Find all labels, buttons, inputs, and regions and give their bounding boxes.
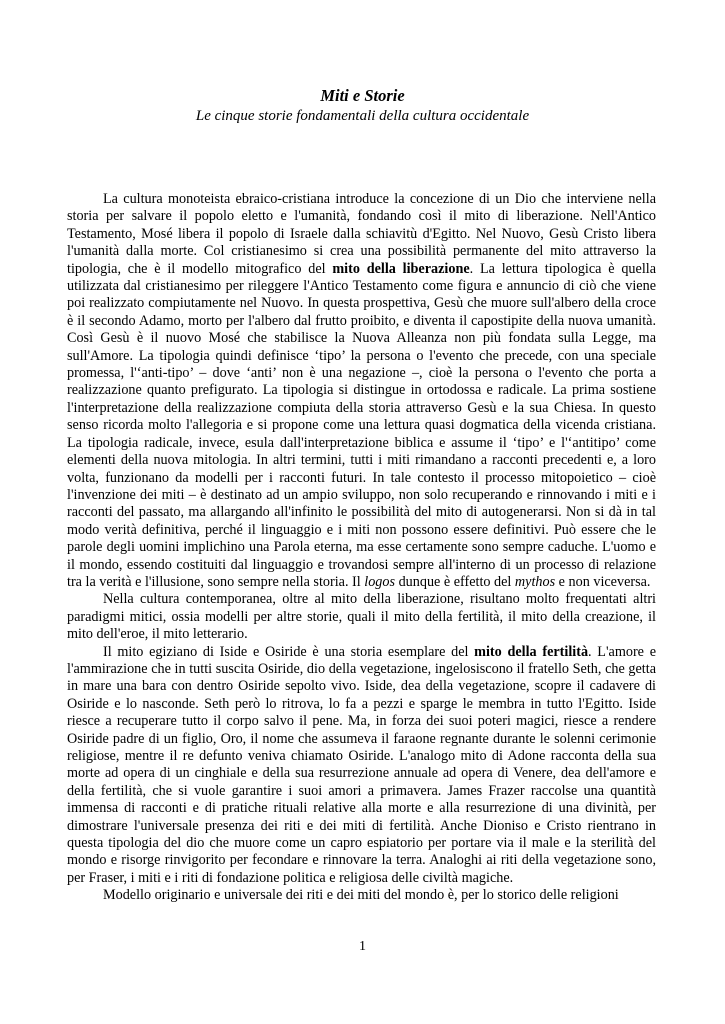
text-run: La cultura monoteista ebraico-cristiana introduce la concezione di un Dio che interviene nella storia per salvare il popolo eletto e l'umanità, fondando così il mito di liberazione. Nell'Antico Testamento, Mosé libera il popolo di Israele dalla schiavitù d'Egitto. Nel Nuovo, Gesù Cristo libera l'umanità dalla morte. Col cristianesimo si crea una possibilità permanente del mito attraverso la tipologia, che è il modello mitografico del [67, 191, 656, 277]
text-run-italic: logos [364, 573, 396, 590]
text-run-bold: mito della fertilità [474, 643, 589, 660]
paragraph [67, 191, 656, 591]
paragraph [67, 887, 656, 904]
text-run: Modello originario e universale dei riti e dei miti del mondo è, per lo storico delle religioni [103, 887, 619, 904]
text-run: Il mito egiziano di Iside e Osiride è una storia esemplare del [103, 643, 475, 660]
paragraph [67, 591, 656, 643]
document-title: Miti e Storie [320, 86, 405, 105]
page-number: 1 [359, 939, 366, 954]
text-run: . L'amore e l'ammirazione che in tutti suscita Osiride, dio della vegetazione, ingelosiscono il fratello Seth, che getta in mare una bara con dentro Osiride sepolto vivo. Iside, dea della vegetazione, scopre il cadavere di Osiride e lo nasconde. Seth però lo ritrova, lo fa a pezzi e sparge le membra in tutto l'Egitto. Iside riesce a recuperare tutto il corpo salvo il pene. Ma, in forza dei suoi poteri magici, riesce a rendere Osiride padre di un figlio, Oro, il nome che assumeva il faraone regnante durante le solenni cerimonie religiose, mentre il re defunto veniva chiamato Osiride. L'analogo mito di Adone racconta della sua morte ad opera di un cinghiale e della sua resurrezione annuale ad opera di Venere, dea dell'amore e della fertilità, che si vuole garantire i suoi amori a primavera. James Frazer raccolse una quantità immensa di racconti e di pratiche rituali relative alla morte e alla resurrezione di una divinità, per dimostrare l'universale presenza dei riti e dei miti di fertilità. Anche Dioniso e Cristo rientrano in questa tipologia del dio che muore come un capro espiatorio per portare via il male e la sterilità del mondo e risorge rinvigorito per fecondare e rinnovare la terra. Analoghi ai riti della vegetazione sono, per Fraser, i miti e i riti di fondazione politica e religiosa delle civiltà magiche. [67, 643, 656, 886]
paragraph [67, 644, 656, 888]
text-run: . La lettura tipologica è quella utilizzata dal cristianesimo per rileggere l'Antico Testamento come figura e annuncio di ciò che viene poi realizzato compiutamente nel Nuovo. In questa prospettiva, Gesù che muore sull'albero della croce è il secondo Adamo, morto per l'albero dal frutto proibito, e diventa il capostipite della nuova umanità. Così Gesù è il nuovo Mosé che stabilisce la Nuova Alleanza non più fondata sulla Legge, ma sull'Amore. La tipologia quindi definisce ‘tipo’ la persona o l'evento che precede, con una speciale promessa, l'‘anti-tipo’ – dove ‘anti’ non è una negazione –, cioè la persona o l'evento che porta a realizzazione quanto prefigurato. La tipologia si distingue in ortodossa e radicale. La prima sostiene l'interpretazione della realizzazione compiuta della storia attraverso Gesù e la sua Chiesa. In questo senso ricorda molto l'allegoria e si propone come una lettura quasi dogmatica della vicenda cristiana. La tipologia radicale, invece, esula dall'interpretazione biblica e assume il ‘tipo’ e l'‘antitipo’ come elementi della nuova mitologia. In altri termini, tutti i miti rimandano a racconti precedenti e, a loro volta, funzionano da modelli per i racconti futuri. In tale contesto il processo mitopoietico – cioè l'invenzione dei miti – è destinato ad un ampio sviluppo, non solo recuperando e rinnovando i miti e i racconti del passato, ma allargando all'infinito le possibilità del mito di autogenerarsi. Non si dà in tal modo verità definitiva, perché il linguaggio e i miti non possono essere definitivi. Può essere che le parole degli uomini implichino una Parola eterna, ma esse certamente sono sempre caduche. L'uomo e il mondo, essendo costituiti dal linguaggio e trovandosi sempre all'interno di un processo di relazione tra la verità e l'illusione, sono sempre nella storia. Il [67, 260, 656, 590]
body-text [67, 191, 656, 905]
document-subtitle: Le cinque storie fondamentali della cultura occidentale [195, 108, 530, 124]
text-run-italic: mythos [514, 573, 556, 590]
text-run: e non viceversa. [555, 573, 651, 590]
text-run: Nella cultura contemporanea, oltre al mito della liberazione, risultano molto frequentati altri paradigmi mitici, ossia modelli per altre storie, quali il mito della fertilità, il mito della creazione, il mito dell'eroe, il mito letterario. [67, 591, 656, 643]
text-run-bold: mito della liberazione [332, 260, 470, 277]
text-run: dunque è effetto del [395, 573, 515, 590]
